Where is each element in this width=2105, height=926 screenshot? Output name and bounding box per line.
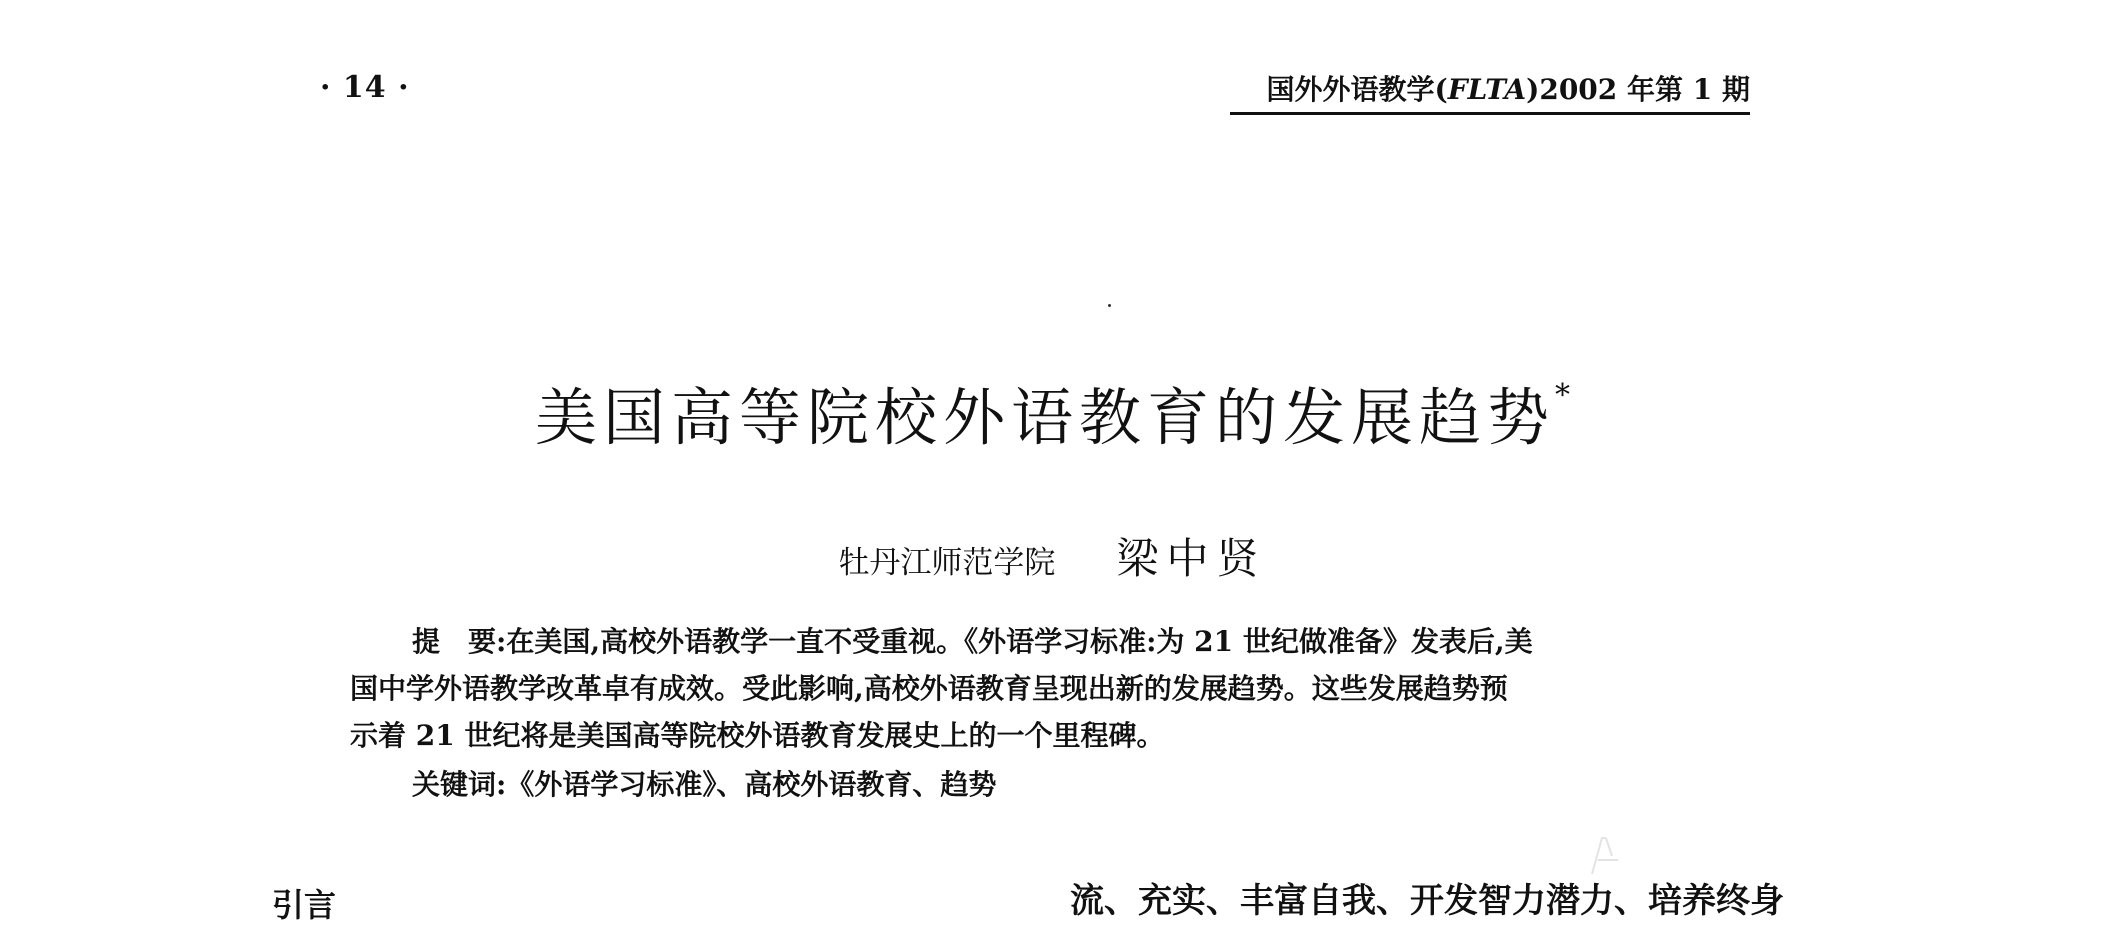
abstract-line: [350, 618, 1715, 665]
journal-header: [1230, 68, 1750, 115]
abstract: [350, 618, 1715, 759]
abstract-line: 国中学外语教学改革卓有成效。受此影响,高校外语教育呈现出新的发展趋势。这些发展趋势预: [350, 672, 1508, 705]
scan-speck: [1108, 304, 1111, 307]
author-institution: 牡丹江师范学院: [838, 545, 1056, 581]
article-title-text: 美国高等院校外语教育的发展趋势: [534, 381, 1555, 454]
author-name: 梁中贤: [1116, 534, 1267, 583]
section-heading: 引言: [272, 886, 337, 924]
right-column-text: 流、充实、丰富自我、开发智力潜力、培养终身: [1070, 881, 1784, 921]
keywords: 关键词:《外语学习标准》、高校外语教育、趋势: [412, 768, 997, 801]
abstract-line: 示着 21 世纪将是美国高等院校外语教育发展史上的一个里程碑。: [350, 719, 1165, 752]
title-footnote-mark: *: [1555, 378, 1570, 413]
watermark-mark: [1588, 834, 1622, 876]
page-number: · 14 ·: [320, 70, 410, 105]
journal-name: 国外外语教学(: [1266, 73, 1448, 106]
abstract-line-text: 提 要:在美国,高校外语教学一直不受重视。《外语学习标准:为 21 世纪做准备》发表后,美: [412, 625, 1533, 658]
journal-issue: )2002 年第 1 期: [1526, 73, 1750, 106]
article-title: [0, 368, 2105, 457]
journal-abbreviation: FLTA: [1447, 73, 1527, 106]
author-line: [0, 526, 2105, 586]
